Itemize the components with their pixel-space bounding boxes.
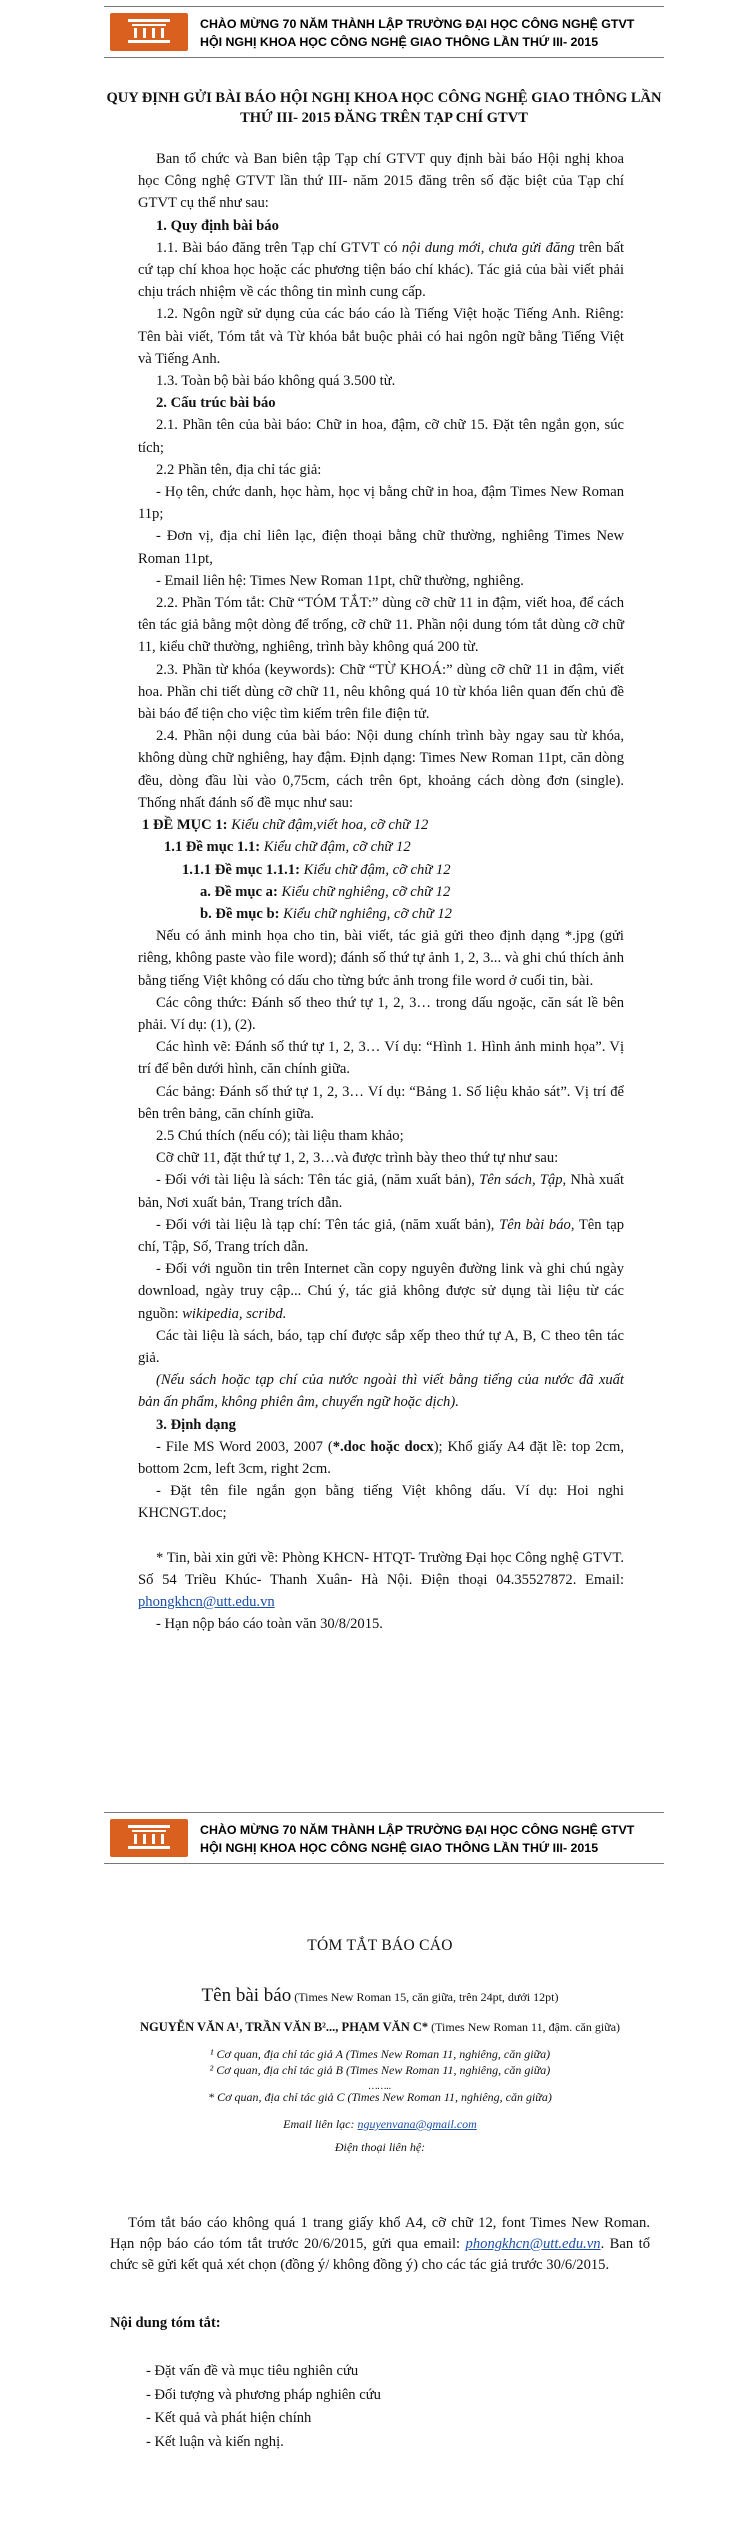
content-heading: Nội dung tóm tắt: xyxy=(110,2315,221,2331)
format-rule-file xyxy=(138,1436,624,1480)
contact-info xyxy=(138,1547,624,1614)
reference-internet-rule xyxy=(138,1258,624,1325)
level-a-label: a. Đề mục a: xyxy=(200,883,282,900)
format-file-types: *.doc hoặc docx xyxy=(332,1438,434,1455)
figure-rule: Các hình vẽ: Đánh số thứ tự 1, 2, 3… Ví dụ: “Hình 1. Hình ảnh minh họa”. Vị trí để bên dưới hình, căn chính giữa. xyxy=(138,1039,624,1078)
format-text-a: - File MS Word 2003, 2007 ( xyxy=(156,1438,333,1455)
level-2-label: 1.1 Đề mục 1.1: xyxy=(164,839,264,856)
heading-level-b-example xyxy=(138,903,624,925)
foreign-reference-note: (Nếu sách hoặc tạp chí của nước ngoài thì viết bằng tiếng của nước đã xuất bản ấn phẩm, không phiên âm, chuyển ngữ hoặc dịch). xyxy=(138,1372,624,1411)
university-logo-2 xyxy=(110,1819,188,1857)
reference-book-rule xyxy=(138,1169,624,1213)
affiliation-1: ¹ Cơ quan, địa chỉ tác giả A (Times New Roman 11, nghiêng, căn giữa) xyxy=(209,2047,551,2061)
contact-email-line xyxy=(110,2117,650,2132)
table-rule: Các bảng: Đánh số thứ tự 1, 2, 3… Ví dụ: “Bảng 1. Số liệu khảo sát”. Vị trí để bên trên bảng, căn chính giữa. xyxy=(138,1083,624,1122)
ref2-text-a: - Đối với tài liệu là tạp chí: Tên tác giả, (năm xuất bản), xyxy=(156,1216,500,1233)
s1-paragraph-1 xyxy=(138,237,624,304)
list-item: - Đối tượng và phương pháp nghiên cứu xyxy=(146,2386,381,2403)
reference-journal-rule xyxy=(138,1214,624,1258)
contact-text: * Tin, bài xin gửi về: Phòng KHCN- HTQT- Trường Đại học Công nghệ GTVT. Số 54 Triều Khúc- Thanh Xuân- Hà Nội. Điện thoại 04.35527872. Email: xyxy=(138,1549,624,1588)
paper-title-note: (Times New Roman 15, căn giữa, trên 24pt, dưới 12pt) xyxy=(291,1990,559,2004)
section-1-heading: 1. Quy định bài báo xyxy=(156,217,279,234)
header-text xyxy=(200,15,634,51)
section-2-heading: 2. Cấu trúc bài báo xyxy=(156,395,276,412)
paper-title-text: Tên bài báo xyxy=(201,1985,292,2006)
ref1-text-a: - Đối với tài liệu là sách: Tên tác giả, (năm xuất bản), xyxy=(156,1172,480,1189)
phone-line: Điện thoại liên hệ: xyxy=(334,2140,426,2154)
s2-author-unit-rule: - Đơn vị, địa chỉ liên lạc, điện thoại bằng chữ thường, nghiêng Times New Roman 11pt, xyxy=(138,528,624,567)
heading-level-1-example xyxy=(138,814,624,836)
s2-paragraph-1: 2.1. Phần tên của bài báo: Chữ in hoa, đậm, cỡ chữ 15. Đặt tên ngắn gọn, súc tích; xyxy=(138,417,624,456)
s1-paragraph-2: 1.2. Ngôn ngữ sử dụng của các báo cáo là Tiếng Việt hoặc Tiếng Anh. Riêng: Tên bài viết, Tóm tắt và Từ khóa bắt buộc phải có hai ngôn ngữ bằng Tiếng Việt và Tiếng Anh. xyxy=(138,306,624,367)
format-rule-filename: - Đặt tên file ngắn gọn bằng tiếng Việt không dấu. Ví dụ: Hoi nghi KHCNGT.doc; xyxy=(138,1483,624,1522)
abstract-title: TÓM TẮT BÁO CÁO xyxy=(307,1937,453,1954)
s2-paragraph-2: 2.2 Phần tên, địa chỉ tác giả: xyxy=(156,461,322,478)
s1-p1-emphasis: nội dung mới, chưa gửi đăng xyxy=(401,239,575,256)
ref3-emphasis: wikipedia, scribd. xyxy=(182,1305,287,1322)
content-list xyxy=(146,2360,381,2454)
heading-level-3-example xyxy=(138,859,624,881)
s1-p1-text-b: trên bất cứ tạp chí khoa học hoặc các phương tiện báo chí khác). Tác giả của bài viết phải chịu trách nhiệm về các thông tin mình cung cấp. xyxy=(138,239,625,301)
header-line-2: HỘI NGHỊ KHOA HỌC CÔNG NGHỆ GIAO THÔNG LẦN THỨ III- 2015 xyxy=(200,35,599,49)
level-b-label: b. Đề mục b: xyxy=(200,905,284,922)
level-1-desc: Kiểu chữ đậm,viết hoa, cỡ chữ 12 xyxy=(231,817,429,834)
abstract-email-link[interactable]: phongkhcn@utt.edu.vn xyxy=(465,2236,601,2252)
email-label: Email liên lạc: xyxy=(283,2117,358,2131)
level-1-label: 1 ĐỀ MỤC 1: xyxy=(142,817,232,834)
header-banner xyxy=(104,6,664,58)
level-b-desc: Kiểu chữ nghiêng, cỡ chữ 12 xyxy=(283,905,452,922)
contact-email-link[interactable]: phongkhcn@utt.edu.vn xyxy=(138,1594,275,1610)
logo-graphic-2 xyxy=(110,1819,188,1857)
example-email-link[interactable]: nguyenvana@gmail.com xyxy=(357,2117,477,2131)
s2-author-email-rule: - Email liên hệ: Times New Roman 11pt, chữ thường, nghiêng. xyxy=(156,572,524,589)
header-text-2 xyxy=(200,1821,634,1857)
authors-text: NGUYỄN VĂN A¹, TRẦN VĂN B²..., PHẠM VĂN C* xyxy=(139,2020,429,2034)
section-3-heading: 3. Định dạng xyxy=(156,1416,236,1433)
affiliation-ellipsis: …….. xyxy=(368,2081,392,2092)
intro-paragraph: Ban tổ chức và Ban biên tập Tạp chí GTVT quy định bài báo Hội nghị khoa học Công nghệ GTVT lần thứ III- năm 2015 đăng trên số đặc biệt của Tạp chí GTVT cụ thể như sau: xyxy=(138,151,624,212)
abstract-instructions xyxy=(110,2213,650,2276)
level-3-label: 1.1.1 Đề mục 1.1.1: xyxy=(182,861,304,878)
logo-graphic xyxy=(110,13,188,51)
s2-paragraph-abstract: 2.2. Phần Tóm tắt: Chữ “TÓM TẮT:” dùng cỡ chữ 11 in đậm, viết hoa, để cách tên tác giả bằng một dòng để trống, cỡ chữ 11. Phần nội dung tóm tắt dùng cỡ chữ 11, kiểu chữ thường, nghiêng, trình bày không quá 200 từ. xyxy=(138,595,624,656)
heading-level-a-example xyxy=(138,881,624,903)
page-title: QUY ĐỊNH GỬI BÀI BÁO HỘI NGHỊ KHOA HỌC CÔNG NGHỆ GIAO THÔNG LẦN THỨ III- 2015 ĐĂNG TRÊN TẠP CHÍ GTVT xyxy=(106,90,662,126)
regulation-body xyxy=(138,148,624,1635)
authors-note: (Times New Roman 11, đậm. căn giữa) xyxy=(428,2020,621,2034)
image-rule: Nếu có ảnh minh họa cho tin, bài viết, tác giả gửi theo định dạng *.jpg (gửi riêng, không paste vào file word); đánh số thứ tự ảnh 1, 2, 3... và ghi chú thích ảnh bằng tiếng Việt không có dấu cho từng bức ảnh trong file word ở cuối tin, bài. xyxy=(138,928,624,989)
s1-p1-text-a: 1.1. Bài báo đăng trên Tạp chí GTVT có xyxy=(156,239,402,256)
level-3-desc: Kiểu chữ đậm, cỡ chữ 12 xyxy=(303,861,451,878)
format-text-c: ); Khổ giấy A4 đặt lề: top 2cm, bottom 2cm, left 3cm, right 2cm. xyxy=(138,1438,624,1477)
affiliation-3: * Cơ quan, địa chỉ tác giả C (Times New Roman 11, nghiêng, căn giữa) xyxy=(208,2090,552,2104)
abstract-text-b: . Ban tổ chức sẽ gửi kết quả xét chọn (đồng ý/ không đồng ý) cho các tác giả trước 30/6/2015. xyxy=(110,2236,650,2273)
level-2-desc: Kiểu chữ đậm, cỡ chữ 12 xyxy=(263,839,411,856)
header-banner-2 xyxy=(104,1812,664,1864)
authors-example xyxy=(110,2020,650,2035)
ref2-text-b: , Tên tạp chí, Tập, Số, Trang trích dẫn. xyxy=(138,1216,624,1255)
abstract-paragraph xyxy=(110,2213,650,2276)
header-2-line-2: HỘI NGHỊ KHOA HỌC CÔNG NGHỆ GIAO THÔNG LẦN THỨ III- 2015 xyxy=(200,1841,599,1855)
s1-paragraph-3: 1.3. Toàn bộ bài báo không quá 3.500 từ. xyxy=(156,373,396,390)
s2-paragraph-notes: 2.5 Chú thích (nếu có); tài liệu tham khảo; xyxy=(156,1127,404,1144)
affiliation-2: ² Cơ quan, địa chỉ tác giả B (Times New Roman 11, nghiêng, căn giữa) xyxy=(209,2063,551,2077)
paper-title-example xyxy=(110,1985,650,2007)
ref3-text-a: - Đối với nguồn tin trên Internet cần copy nguyên đường link và ghi chú ngày download, ngày truy cập... Chú ý, tác giả không được sử dụng tài liệu từ các nguồn: xyxy=(138,1261,624,1322)
ref1-text-b: , Nhà xuất bản, Nơi xuất bản, Trang trích dẫn. xyxy=(138,1172,625,1211)
list-item: - Đặt vấn đề và mục tiêu nghiên cứu xyxy=(146,2363,359,2379)
s2-paragraph-content: 2.4. Phần nội dung của bài báo: Nội dung chính trình bày ngay sau từ khóa, không dùng chữ nghiêng, hay đậm. Định dạng: Times New Roman 11pt, căn dòng đều, dòng đầu lùi vào 0,75cm, cách trên 6pt, khoảng cách dòng đơn (single). Thống nhất đánh số đề mục như sau: xyxy=(138,728,624,811)
s2-author-name-rule: - Họ tên, chức danh, học hàm, học vị bằng chữ in hoa, đậm Times New Roman 11p; xyxy=(138,484,624,523)
university-logo xyxy=(110,13,188,51)
formula-rule: Các công thức: Đánh số theo thứ tự 1, 2, 3… trong dấu ngoặc, căn sát lề bên phải. Ví dụ: (1), (2). xyxy=(138,994,624,1033)
ref2-emphasis: Tên bài báo xyxy=(499,1216,571,1233)
submission-deadline: - Hạn nộp báo cáo toàn văn 30/8/2015. xyxy=(156,1616,383,1633)
abstract-text-a: Tóm tắt báo cáo không quá 1 trang giấy khổ A4, cỡ chữ 12, font Times New Roman. Hạn nộp báo cáo tóm tắt trước 20/6/2015, gửi qua email: xyxy=(110,2215,650,2252)
level-a-desc: Kiểu chữ nghiêng, cỡ chữ 12 xyxy=(281,883,451,900)
list-item: - Kết quả và phát hiện chính xyxy=(146,2410,312,2426)
reference-sort-rule: Các tài liệu là sách, báo, tạp chí được sắp xếp theo thứ tự A, B, C theo tên tác giả. xyxy=(138,1327,624,1366)
s2-paragraph-order: Cỡ chữ 11, đặt thứ tự 1, 2, 3…và được trình bày theo thứ tự như sau: xyxy=(156,1150,559,1167)
header-2-line-1: CHÀO MỪNG 70 NĂM THÀNH LẬP TRƯỜNG ĐẠI HỌC CÔNG NGHỆ GTVT xyxy=(200,1823,635,1837)
list-item: - Kết luận và kiến nghị. xyxy=(146,2433,284,2450)
heading-level-2-example xyxy=(138,836,624,858)
s2-paragraph-keywords: 2.3. Phần từ khóa (keywords): Chữ “TỪ KHOÁ:” dùng cỡ chữ 11 in đậm, viết hoa. Phần chi tiết dùng cỡ chữ 11, nêu không quá 10 từ khóa liên quan đến chủ đề bài báo để tiện cho việc tìm kiếm trên file điện tử. xyxy=(138,661,624,723)
header-line-1: CHÀO MỪNG 70 NĂM THÀNH LẬP TRƯỜNG ĐẠI HỌC CÔNG NGHỆ GTVT xyxy=(200,17,635,31)
ref1-emphasis: Tên sách, Tập xyxy=(479,1172,563,1189)
